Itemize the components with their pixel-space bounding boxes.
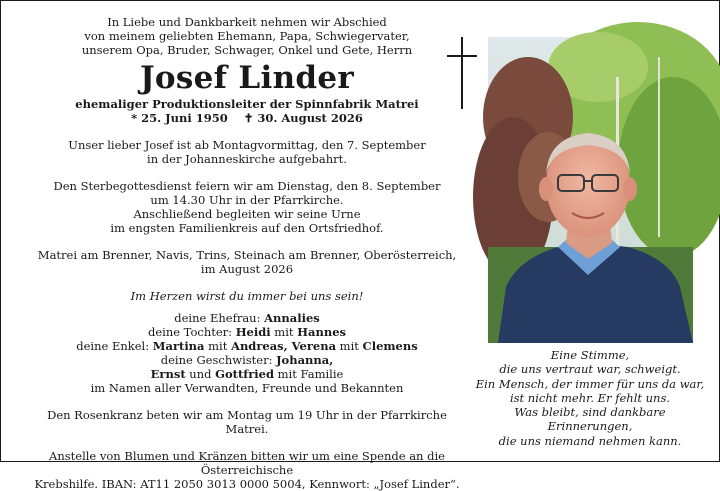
donation-line: Anstelle von Blumen und Kränzen bitten wir um eine Spende an die Österreichische xyxy=(49,449,445,477)
funeral-line: um 14.30 Uhr in der Pfarrkirche. xyxy=(150,193,344,207)
poem-line: die uns vertraut war, schweigt. xyxy=(499,362,681,377)
date-line: im August 2026 xyxy=(200,262,294,276)
obituary-text xyxy=(29,15,465,491)
latin-cross-icon xyxy=(447,37,477,109)
family-daughter: deine Tochter: Heidi mit Hannes xyxy=(147,325,347,339)
poem-line: Was bleibt, sind dankbare Erinnerungen, xyxy=(514,405,666,434)
donation-line: Krebshilfe. IBAN: AT11 2050 3013 0000 5004, Kennwort: „Josef Linder“. xyxy=(34,477,460,491)
poem-line: die uns niemand nehmen kann. xyxy=(498,433,682,448)
place-line: Matrei am Brenner, Navis, Trins, Steinach am Brenner, Oberösterreich, xyxy=(37,248,457,262)
viewing-line: Unser lieber Josef ist ab Montagvormittag, den 7. September xyxy=(68,138,426,152)
place-date xyxy=(29,248,465,276)
family-list xyxy=(29,311,465,395)
viewing-info xyxy=(29,138,465,166)
portrait-illustration xyxy=(488,37,693,343)
funeral-line: Den Sterbegottesdienst feiern wir am Dienstag, den 8. September xyxy=(53,179,441,193)
birth-date: * 25. Juni 1950 xyxy=(131,111,228,125)
poem-line: Ein Mensch, der immer für uns da war, xyxy=(475,376,705,391)
family-grandchildren: deine Enkel: Martina mit Andreas, Verena mit Clemens xyxy=(76,339,418,353)
poem-line: ist nicht mehr. Er fehlt uns. xyxy=(509,390,671,405)
intro-line: In Liebe und Dankbarkeit nehmen wir Abschied xyxy=(107,15,387,29)
funeral-line: im engsten Familienkreis auf den Ortsfriedhof. xyxy=(110,221,384,235)
poem-line: Eine Stimme, xyxy=(550,348,630,362)
rosary-info: Den Rosenkranz beten wir am Montag um 19 Uhr in der Pfarrkirche Matrei. xyxy=(47,408,447,436)
family-relatives: im Namen aller Verwandten, Freunde und Bekannten xyxy=(90,381,404,395)
deceased-role: ehemaliger Produktionsleiter der Spinnfabrik Matrei xyxy=(75,97,419,111)
heart-quote: Im Herzen wirst du immer bei uns sein! xyxy=(130,289,364,303)
family-siblings: deine Geschwister: Johanna, xyxy=(160,353,334,367)
memorial-poem xyxy=(474,348,706,448)
intro-text xyxy=(29,15,465,57)
family-siblings-cont: Ernst und Gottfried mit Familie xyxy=(150,367,344,381)
donation-info xyxy=(29,449,465,491)
death-date: ✝ 30. August 2026 xyxy=(243,111,363,125)
funeral-info xyxy=(29,179,465,235)
family-wife: deine Ehefrau: Annalies xyxy=(174,311,320,325)
intro-line: unserem Opa, Bruder, Schwager, Onkel und Gete, Herrn xyxy=(81,43,413,57)
intro-line: von meinem geliebten Ehemann, Papa, Schwiegervater, xyxy=(84,29,410,43)
portrait-photo xyxy=(488,37,693,343)
viewing-line: in der Johanneskirche aufgebahrt. xyxy=(147,152,347,166)
funeral-line: Anschließend begleiten wir seine Urne xyxy=(133,207,361,221)
life-dates xyxy=(29,111,465,125)
deceased-name: Josef Linder xyxy=(139,60,355,96)
